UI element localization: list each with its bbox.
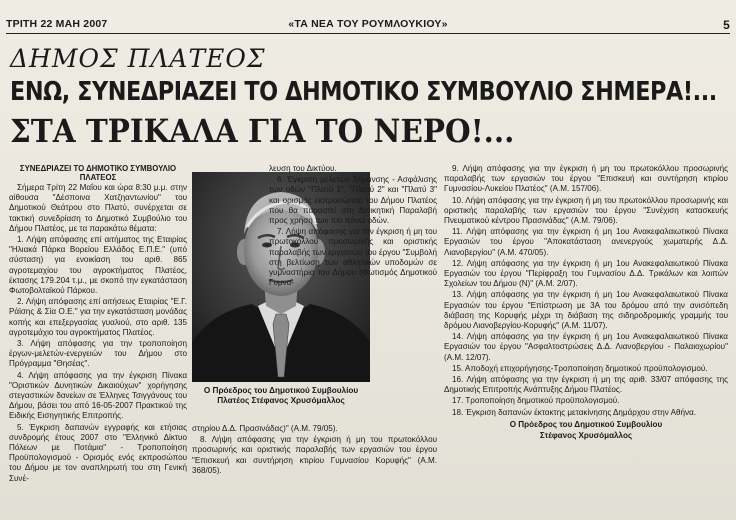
issue-date: ΤΡΙΤΗ 22 ΜΑΗ 2007: [6, 18, 108, 30]
paragraph: 13. Λήψη απόφασης για την έγκριση ή μη 1ου Ανακεφαλαιωτικού Πίνακα Εργασιών του έργου "Επίστρωση με 3Α του δρόμου από την ανισόπεδη διάβαση της Κορυφής μέχρι τη διάβαση της σιδηροδρομικής γραμμής του δρόμου Λιανοβεργίου-Κορυφής" (Α.Μ. 11/07).: [444, 290, 728, 331]
article-subhead: ΣΥΝΕΔΡΙΑΖΕΙ ΤΟ ΔΗΜΟΤΙΚΟ ΣΥΜΒΟΥΛΙΟ ΠΛΑΤΕΟΣ: [19, 164, 177, 182]
paragraph: 8. Λήψη απόφασης για την έγκριση ή μη του πρωτοκόλλου προσωρινής και οριστικής παραλαβής των εργασιών του έργου "Επισκευή και συντήρηση κτιρίου Γυμνασίου Κορυφής" (Α.Μ. 368/05).: [192, 435, 437, 475]
article-column-2: [269, 164, 437, 399]
paragraph: 12. Λήψη απόφασης για την έγκριση ή μη 1ου Ανακεφαλαιωτικού Πίνακα Εργασιών του έργου "Περίφραξη του Γυμνασίου Δ.Δ. Τρικάλων και λοιπών Σχολείων του Δήμου (Ν)" (Α.Μ. 2/07).: [444, 258, 728, 289]
caption-line-2: Πλατέος Στέφανος Χρυσόμαλλος: [217, 396, 345, 405]
paragraph: 15. Αποδοχή επιχορήγησης-Τροποποίηση δημοτικού προϋπολογισμού.: [452, 363, 708, 373]
paragraph: 4. Λήψη απόφασης για την έγκριση Πίνακα "Οριστικών Δυνητικών Δικαιούχων" χορήγησης στεγαστικών δανείων σε Έλληνες Τσιγγάνους του Δήμου, βάσει του από 16-05-2007 Πρακτικού της Ειδικής Εισηγητικής Επιτροπής.: [9, 370, 187, 421]
article-column-1: [9, 164, 187, 516]
paragraph: 2. Λήψη απόφασης επί αιτήσεως Εταιρίας "Ε.Γ. Ράϊσης & Σία Ο.Ε." για την εγκατάσταση μονάδας κοπής και επεξεργασίας γυαλιού, στο αριθ. 135 αγροτεμάχιο του αγροκτήματος Πλατέος.: [9, 297, 187, 337]
headline-line-2: ΣΤΑ ΤΡΙΚΑΛΑ ΓΙΑ ΤΟ ΝΕΡΟ!...: [10, 112, 515, 150]
paragraph: 11. Λήψη απόφασης για την έγκριση ή μη 1ου Ανακεφαλαιωτικού Πίνακα Εργασιών του έργου "Αποκατάσταση ανενεργούς χωματερής Δ.Δ. Λιανοβεργίου" (Α.Μ. 470/05).: [444, 227, 728, 257]
article-column-2-lower: [192, 424, 437, 516]
paragraph: 3. Λήψη απόφασης για την τροποποίηση έργων-μελετών-ενεργειών του Δήμου στο Πρόγραμμα "Θησέας".: [9, 339, 187, 369]
paragraph: 18. Έγκριση δαπανών έκτακτης μετακίνησης Δημάρχου στην Αθήνα.: [452, 407, 697, 417]
paragraph: 5. Έγκριση δαπανών εγγραφής και ετήσιας συνδρομής έτους 2007 στο "Ελληνικό Δίκτυο Πόλεων με Ποτάμια" - Τροποποίηση Προϋπολογισμού - Ορισμός ενός εκπροσώπου του Δήμου με τον αναπληρωτή του στη Γενική Συνέ-: [9, 422, 187, 483]
article-column-3: [444, 164, 728, 516]
paragraph: 6. Έγκριση μελετών Σήμανσης - Ασφάλισης των οδών "Πλατύ 1", "Πλατύ 2" και "Πλατύ 3" και ορισμός εκπροσώπου του Δήμου Πλατέος που θα παραστεί στη Διοικητική Παραλαβή προς χρήση των πιο πάνω οδών.: [269, 175, 437, 226]
paragraph: 17. Τροποποίηση δημοτικού προϋπολογισμού.: [452, 396, 620, 406]
paragraph: λευση του Δικτύου.: [269, 164, 337, 173]
paragraph: Σήμερα Τρίτη 22 Μαΐου και ώρα 8:30 μ.μ. στην αίθουσα "Δέσποινα Χατζηαντωνίου" του Δημοτικού Θεάτρου στο Πλατύ, συνέρχεται σε τακτική συνεδρίαση το Δημοτικό Συμβούλιο του Δήμου Πλατέος, με τα παρακάτω θέματα:: [9, 183, 187, 233]
paragraph: 9. Λήψη απόφασης για την έγκριση ή μη του πρωτοκόλλου προσωρινής παραλαβής των εργασιών του έργου "Επισκευή και συντήρηση κτιρίου Γυμνασίου-Λυκείου Πλατέος" (Α.Μ. 157/06).: [444, 164, 728, 194]
headline-kicker: ΔΗΜΟΣ ΠΛΑΤΕΟΣ: [10, 44, 266, 73]
caption-line-1: Ο Πρόεδρος του Δημοτικού Συμβουλίου: [203, 386, 359, 395]
signature-line-1: Ο Πρόεδρος του Δημοτικού Συμβουλίου: [509, 419, 663, 429]
newspaper-name: «ΤΑ ΝΕΑ ΤΟΥ ΡΟΥΜΛΟΥΚΙΟΥ»: [288, 18, 448, 30]
paragraph: στηρίου Δ.Δ. Πρασινάδας)" (Α.Μ. 79/05).: [192, 424, 338, 433]
signature-line-2: Στέφανος Χρυσόμαλλος: [539, 431, 633, 441]
paragraph: 10. Λήψη απόφασης για την έγκριση ή μη του πρωτοκόλλου προσωρινής και οριστικής παραλαβής των εργασιών του έργου "Συνέχιση κατασκευής Πνευματικού κέντρου Πρασινάδας" (Α.Μ. 79/06).: [444, 195, 728, 226]
paragraph: 14. Λήψη απόφασης για την έγκριση ή μη 1ου Ανακεφαλαιωτικού Πίνακα Εργασιών του έργου "Ασφαλτοστρώσεις Δ.Δ. Λιανοβεργίου - Παλαιοχωρίου" (Α.Μ. 12/07).: [444, 332, 728, 362]
page-number: 5: [723, 18, 730, 32]
paragraph: 7. Λήψη απόφασης για την έγκριση ή μη του πρωτοκόλλου προσωρινής και οριστικής παραλαβής των εργασιών του έργου "Συμβολή στη βελτίωση των αθλητικών υποδομών σε γυμναστήρια του Δήμου (Φωτισμός Δημοτικού Γυμνα-: [269, 227, 437, 288]
paragraph: 16. Λήψη απόφασης για την έγκριση ή μη της αριθ. 33/07 απόφασης της Δημοτικής Επιτροπής Ανάπτυξης Δήμου Πλατέος.: [444, 375, 728, 395]
page-header: [6, 18, 730, 32]
paragraph: 1. Λήψη απόφασης επί αιτήματος της Εταιρίας "Ηλιακά Πάρκα Βορείου Ελλάδος Ε.Π.Ε." (υπό σύσταση) για ενοικίαση του αριθ. 865 αγροτεμαχίου του αγροκτήματος Πλατέος, έκτασης 179.204 τ.μ., με σκοπό την εγκατάσταση Φωτοβολταϊκού Πάρκου.: [9, 235, 187, 296]
header-rule: [6, 33, 730, 34]
headline-line-1: ΕΝΩ, ΣΥΝΕΔΡΙΑΖΕΙ ΤΟ ΔΗΜΟΤΙΚΟ ΣΥΜΒΟΥΛΙΟ ΣΗΜΕΡΑ!...: [10, 77, 717, 107]
